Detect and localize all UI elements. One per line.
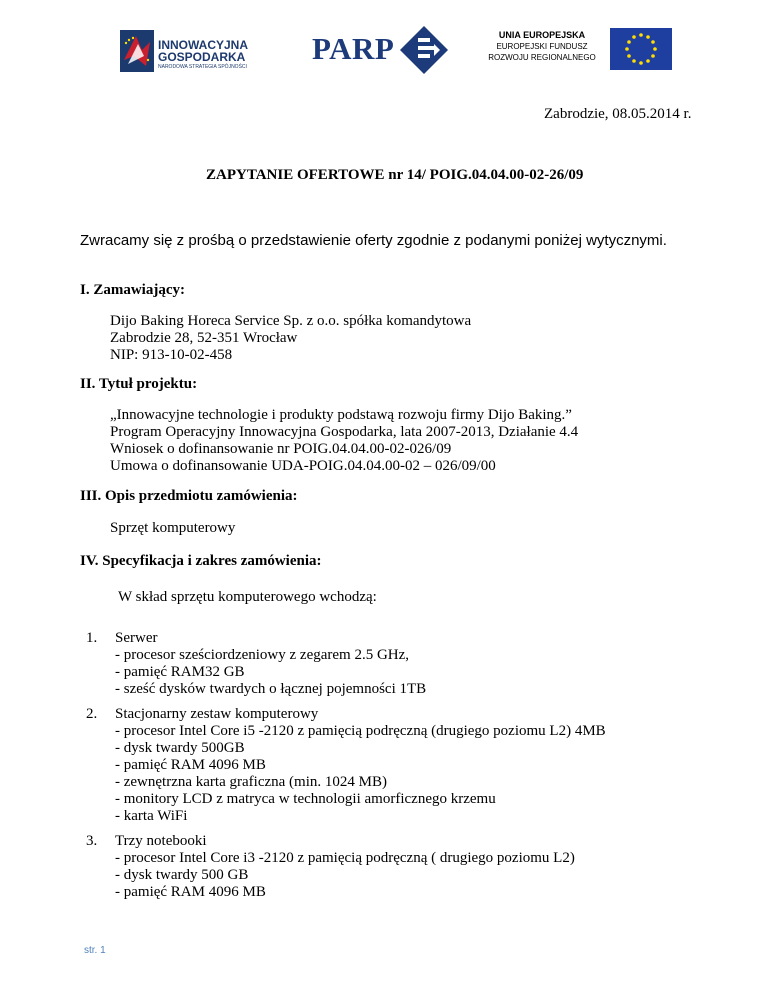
ig-flag-icon [120,30,154,72]
section-1-line: Dijo Baking Horeca Service Sp. z o.o. spółka komandytowa [110,313,472,329]
section-2-line: Program Operacyjny Innowacyjna Gospodarka, lata 2007-2013, Działanie 4.4 [110,424,579,440]
section-2-line: Wniosek o dofinansowanie nr POIG.04.04.00-02-026/09 [110,441,452,457]
list-item-spec: - procesor sześciordzeniowy z zegarem 2.5 GHz, [115,647,410,663]
list-item [115,630,426,698]
section-1-line: NIP: 913-10-02-458 [110,347,233,363]
list-item-spec: - procesor Intel Core i3 -2120 z pamięcią podręczną ( drugiego poziomu L2) [115,850,575,866]
list-item-spec: - dysk twardy 500GB [115,740,245,756]
list-item-spec: - procesor Intel Core i5 -2120 z pamięcią podręczną (drugiego poziomu L2) 4MB [115,723,606,739]
intro-text: Zwracamy się z prośbą o przedstawienie oferty zgodnie z podanymi poniżej wytycznymi. [80,232,667,249]
list-item [115,706,606,825]
parp-logo [312,24,452,76]
list-item-number: 3. [86,833,98,849]
list-item-spec: - dysk twardy 500 GB [115,867,249,883]
ig-logo-line1: INNOWACYJNA [158,38,249,52]
eu-flag-icon [610,28,672,70]
document-title: ZAPYTANIE OFERTOWE nr 14/ POIG.04.04.00-02-26/09 [206,167,584,183]
list-item-name: Serwer [115,630,158,646]
list-item-name: Stacjonarny zestaw komputerowy [115,706,319,722]
parp-logo-text: PARP [312,31,395,66]
section-3-line: Sprzęt komputerowy [110,520,236,536]
parp-emblem-icon [398,24,450,76]
section-2-heading: II. Tytuł projektu: [80,376,198,392]
list-item-spec: - karta WiFi [115,808,188,824]
eu-logo-line1: UNIA EUROPEJSKA [498,30,586,40]
section-4-heading: IV. Specyfikacja i zakres zamówienia: [80,553,322,569]
list-item-spec: - monitory LCD z matryca w technologii amorficznego krzemu [115,791,496,807]
list-item-number: 1. [86,630,98,646]
ig-logo-line2: GOSPODARKA [158,50,246,64]
list-item-name: Trzy notebooki [115,833,207,849]
section-4-line: W skład sprzętu komputerowego wchodzą: [118,589,377,605]
list-item-spec: - pamięć RAM 4096 MB [115,884,266,900]
place-date: Zabrodzie, 08.05.2014 r. [544,106,692,122]
section-2-line: Umowa o dofinansowanie UDA-POIG.04.04.00-02 – 026/09/00 [110,458,496,474]
list-item-number: 2. [86,706,98,722]
section-3-heading: III. Opis przedmiotu zamówienia: [80,488,298,504]
section-1-body [110,313,471,364]
eu-logo-line3: ROZWOJU REGIONALNEGO [488,53,596,62]
innowacyjna-gospodarka-logo [120,30,280,72]
list-item-spec: - pamięć RAM 4096 MB [115,757,266,773]
ig-logo-line3: NARODOWA STRATEGIA SPÓJNOŚCI [158,64,247,70]
section-2-body [110,407,578,475]
list-item-spec: - sześć dysków twardych o łącznej pojemności 1TB [115,681,427,697]
section-1-heading: I. Zamawiający: [80,282,185,298]
eu-logo [480,28,672,72]
page-number: str. 1 [84,945,106,956]
list-item [115,833,575,901]
list-item-spec: - zewnętrzna karta graficzna (min. 1024 MB) [115,774,387,790]
section-1-line: Zabrodzie 28, 52-351 Wrocław [110,330,298,346]
eu-logo-line2: EUROPEJSKI FUNDUSZ [496,42,588,51]
section-2-line: „Innowacyjne technologie i produkty podstawą rozwoju firmy Dijo Baking.” [110,407,572,423]
list-item-spec: - pamięć RAM32 GB [115,664,245,680]
